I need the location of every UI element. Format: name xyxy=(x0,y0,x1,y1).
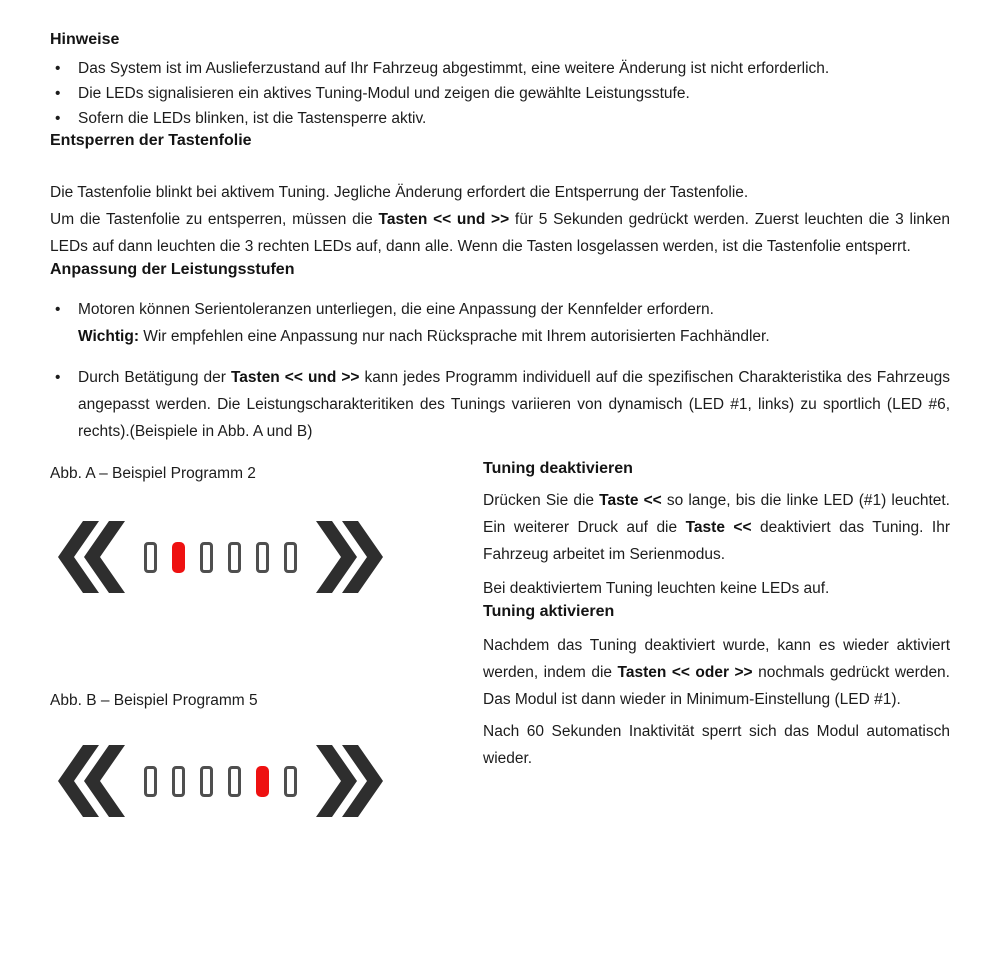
bold-text-segment: Taste << xyxy=(685,519,752,536)
led-row xyxy=(144,542,297,573)
bullet-text xyxy=(78,81,950,106)
anpassung-bullet-list xyxy=(50,296,950,445)
text-segment: kann jedes Programm individuell auf die spezifischen Charakteristika des Fahrzeugs angepasst werden. Die Leistungscharakteritiken des Tunings variieren von dynamisch (LED #1, links) zu sportlich (LED #6, rechts).(Beispiele in Abb. A und B) xyxy=(78,369,950,440)
activate-note xyxy=(483,718,950,772)
led-indicator xyxy=(144,766,157,797)
text-segment: Nachdem das Tuning deaktiviert wurde, kann es wieder aktiviert werden, indem die xyxy=(483,637,950,681)
bullet-marker: • xyxy=(55,85,61,102)
bold-text-segment: Wichtig: xyxy=(78,328,139,345)
entsperren-line1 xyxy=(50,179,950,206)
bold-text-segment: Tasten << und >> xyxy=(230,369,360,386)
deactivate-paragraph xyxy=(483,487,950,568)
text-segment: Sofern die LEDs blinken, ist die Tastensperre aktiv. xyxy=(78,110,427,127)
bold-text-segment: Taste << xyxy=(599,492,662,509)
led-indicator-active xyxy=(172,542,185,573)
figures-and-instructions xyxy=(50,459,950,817)
figure-a-caption: Abb. A – Beispiel Programm 2 xyxy=(50,465,256,482)
led-indicator xyxy=(284,766,297,797)
double-chevron-left-icon xyxy=(58,745,125,817)
bullet-text xyxy=(78,106,950,131)
bullet-text xyxy=(78,296,950,350)
led-indicator xyxy=(228,542,241,573)
text-segment: Drücken Sie die xyxy=(483,492,600,509)
figure-b-led-display xyxy=(58,745,483,817)
activate-paragraph xyxy=(483,632,950,713)
text-segment: deaktiviert das Tuning. Ihr Fahrzeug arbeitet im Serienmodus. xyxy=(483,519,950,563)
text-segment: Wir empfehlen eine Anpassung nur nach Rücksprache mit Ihrem autorisierten Fachhändler. xyxy=(139,328,770,345)
deactivate-note xyxy=(483,575,950,602)
heading-tuning-aktivieren: Tuning aktivieren xyxy=(483,603,615,620)
bullet-text xyxy=(78,56,950,81)
bullet-line xyxy=(78,323,950,350)
text-segment: Um die Tastenfolie zu entsperren, müssen die xyxy=(50,211,379,228)
led-indicator xyxy=(200,766,213,797)
bullet-marker: • xyxy=(55,110,61,127)
list-item xyxy=(50,364,950,445)
bold-text-segment: Tasten << oder >> xyxy=(617,664,753,681)
bullet-line xyxy=(78,296,950,323)
led-row xyxy=(144,766,297,797)
list-item xyxy=(50,296,950,350)
double-chevron-right-icon xyxy=(316,745,383,817)
bullet-marker: • xyxy=(55,301,61,318)
text-segment: Das System ist im Auslieferzustand auf Ihr Fahrzeug abgestimmt, eine weitere Änderung ist nicht erforderlich. xyxy=(78,60,830,77)
text-segment: Die Tastenfolie blinkt bei aktivem Tuning. Jegliche Änderung erfordert die Entsperrung der Tastenfolie. xyxy=(50,184,749,201)
bold-text-segment: Tasten << und >> xyxy=(378,211,510,228)
figures-column xyxy=(50,459,483,817)
text-segment: Nach 60 Sekunden Inaktivität sperrt sich das Modul automatisch wieder. xyxy=(483,723,950,767)
section-title-anpassung: Anpassung der Leistungsstufen xyxy=(50,261,295,278)
bullet-marker: • xyxy=(55,369,61,386)
text-segment: Bei deaktiviertem Tuning leuchten keine LEDs auf. xyxy=(483,580,830,597)
section-title-entsperren: Entsperren der Tastenfolie xyxy=(50,132,252,149)
double-chevron-left-icon xyxy=(58,521,125,593)
text-segment: nochmals gedrückt werden. Das Modul ist dann wieder in Minimum-Einstellung (LED #1). xyxy=(483,664,950,708)
text-segment: Durch Betätigung der xyxy=(78,369,231,386)
entsperren-paragraph xyxy=(50,206,950,260)
heading-tuning-deaktivieren: Tuning deaktivieren xyxy=(483,460,633,477)
led-indicator xyxy=(228,766,241,797)
text-segment: für 5 Sekunden gedrückt werden. Zuerst leuchten die 3 linken LEDs auf dann leuchten die 3 rechten LEDs auf, dann alle. Wenn die Tasten losgelassen werden, ist die Tastenfolie entsperrt. xyxy=(50,211,950,255)
led-indicator xyxy=(200,542,213,573)
led-indicator xyxy=(172,766,185,797)
list-item xyxy=(50,56,950,81)
section-title-hinweise: Hinweise xyxy=(50,31,120,48)
double-chevron-right-icon xyxy=(316,521,383,593)
text-segment: so lange, bis die linke LED (#1) leuchtet. Ein weiterer Druck auf die xyxy=(483,492,950,536)
bullet-marker: • xyxy=(55,60,61,77)
led-indicator-active xyxy=(256,766,269,797)
led-indicator xyxy=(256,542,269,573)
figure-b-caption: Abb. B – Beispiel Programm 5 xyxy=(50,692,258,709)
text-segment: Motoren können Serientoleranzen unterliegen, die eine Anpassung der Kennfelder erfordern. xyxy=(78,301,714,318)
instructions-column xyxy=(483,459,950,817)
led-indicator xyxy=(284,542,297,573)
hinweise-bullet-list xyxy=(50,56,950,131)
list-item xyxy=(50,81,950,106)
led-indicator xyxy=(144,542,157,573)
figure-a-led-display xyxy=(58,521,483,593)
list-item xyxy=(50,106,950,131)
text-segment: Die LEDs signalisieren ein aktives Tuning-Modul und zeigen die gewählte Leistungsstufe. xyxy=(78,85,690,102)
bullet-text xyxy=(78,364,950,445)
